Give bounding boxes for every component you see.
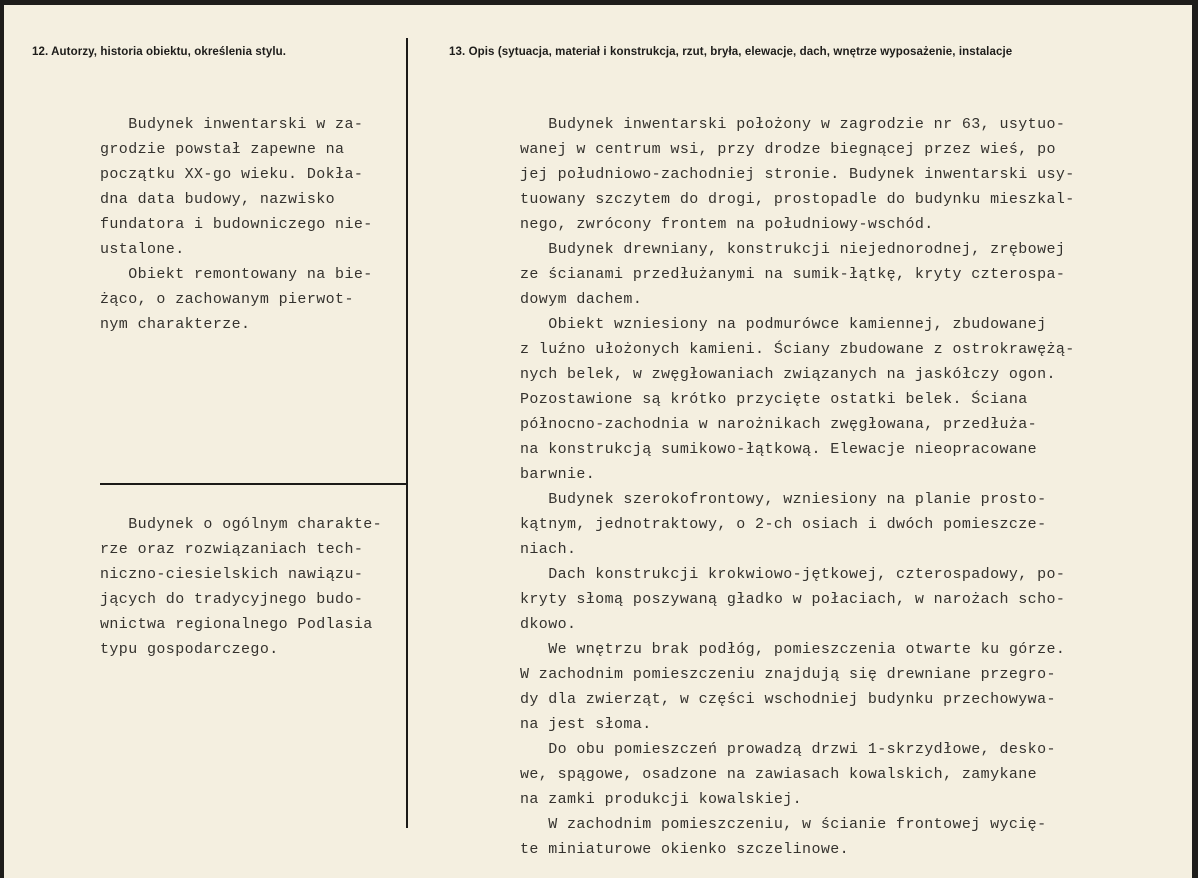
style-line: rze oraz rozwiązaniach tech-	[100, 541, 364, 558]
description-line: W zachodnim pomieszczeniu, w ścianie frontowej wycię-	[520, 816, 1047, 833]
description-line: nego, zwrócony frontem na południowy-wschód.	[520, 216, 934, 233]
history-line: żąco, o zachowanym pierwot-	[100, 291, 354, 308]
description-line: dowym dachem.	[520, 291, 643, 308]
history-line: dna data budowy, nazwisko	[100, 191, 336, 208]
description-line: kątnym, jednotraktowy, o 2-ch osiach i dwóch pomieszcze-	[520, 516, 1047, 533]
description-line: Budynek inwentarski położony w zagrodzie nr 63, usytuo-	[520, 116, 1066, 133]
style-line: jących do tradycyjnego budo-	[100, 591, 364, 608]
history-text-block	[100, 112, 373, 337]
description-text-block	[520, 112, 1075, 862]
history-line: Budynek inwentarski w za-	[100, 116, 364, 133]
description-line: W zachodnim pomieszczeniu znajdują się drewniane przegro-	[520, 666, 1056, 683]
description-line: kryty słomą poszywaną gładko w połaciach, w narożach scho-	[520, 591, 1066, 608]
description-line: na zamki produkcji kowalskiej.	[520, 791, 803, 808]
section-13-header: 13. Opis (sytuacja, materiał i konstrukcja, rzut, bryła, elewacje, dach, wnętrze wyposażenie, instalacje	[449, 46, 1013, 58]
description-line: te miniaturowe okienko szczelinowe.	[520, 841, 850, 858]
column-divider	[406, 38, 408, 828]
style-text-block	[100, 512, 382, 662]
style-line: niczno-ciesielskich nawiązu-	[100, 566, 364, 583]
style-line: Budynek o ogólnym charakte-	[100, 516, 383, 533]
section-12-header: 12. Autorzy, historia obiektu, określenia stylu.	[32, 46, 287, 58]
description-line: ze ścianami przedłużanymi na sumik-łątkę, kryty czterospa-	[520, 266, 1066, 283]
style-line: wnictwa regionalnego Podlasia	[100, 616, 373, 633]
history-line: grodzie powstał zapewne na	[100, 141, 345, 158]
description-line: we, spągowe, osadzone na zawiasach kowalskich, zamykane	[520, 766, 1038, 783]
description-line: nych belek, w zwęgłowaniach związanych na jaskółczy ogon.	[520, 366, 1056, 383]
description-line: Obiekt wzniesiony na podmurówce kamiennej, zbudowanej	[520, 316, 1047, 333]
description-line: na jest słoma.	[520, 716, 652, 733]
description-line: niach.	[520, 541, 577, 558]
description-line: We wnętrzu brak podłóg, pomieszczenia otwarte ku górze.	[520, 641, 1066, 658]
description-line: barwnie.	[520, 466, 596, 483]
description-line: wanej w centrum wsi, przy drodze biegnącej przez wieś, po	[520, 141, 1056, 158]
description-line: dy dla zwierząt, w części wschodniej budynku przechowywa-	[520, 691, 1056, 708]
description-line: Budynek szerokofrontowy, wzniesiony na planie prosto-	[520, 491, 1047, 508]
description-line: Pozostawione są krótko przycięte ostatki belek. Ściana	[520, 391, 1028, 408]
description-line: Dach konstrukcji krokwiowo-jętkowej, czterospadowy, po-	[520, 566, 1066, 583]
history-line: nym charakterze.	[100, 316, 251, 333]
scan-frame-left	[0, 0, 4, 878]
history-line: fundatora i budowniczego nie-	[100, 216, 373, 233]
description-line: jej południowo-zachodniej stronie. Budynek inwentarski usy-	[520, 166, 1075, 183]
style-line: typu gospodarczego.	[100, 641, 279, 658]
description-line: na konstrukcją sumikowo-łątkową. Elewacje nieopracowane	[520, 441, 1038, 458]
description-line: z luźno ułożonych kamieni. Ściany zbudowane z ostrokrawężą-	[520, 341, 1075, 358]
section-divider	[100, 483, 407, 485]
history-line: ustalone.	[100, 241, 185, 258]
description-line: tuowany szczytem do drogi, prostopadle do budynku mieszkal-	[520, 191, 1075, 208]
scan-frame-top	[0, 0, 1198, 5]
history-line: Obiekt remontowany na bie-	[100, 266, 373, 283]
description-line: Budynek drewniany, konstrukcji niejednorodnej, zrębowej	[520, 241, 1066, 258]
description-line: północno-zachodnia w narożnikach zwęgłowana, przedłuża-	[520, 416, 1038, 433]
scan-frame-right	[1192, 0, 1198, 878]
description-line: Do obu pomieszczeń prowadzą drzwi 1-skrzydłowe, desko-	[520, 741, 1056, 758]
description-line: dkowo.	[520, 616, 577, 633]
history-line: początku XX-go wieku. Dokła-	[100, 166, 364, 183]
